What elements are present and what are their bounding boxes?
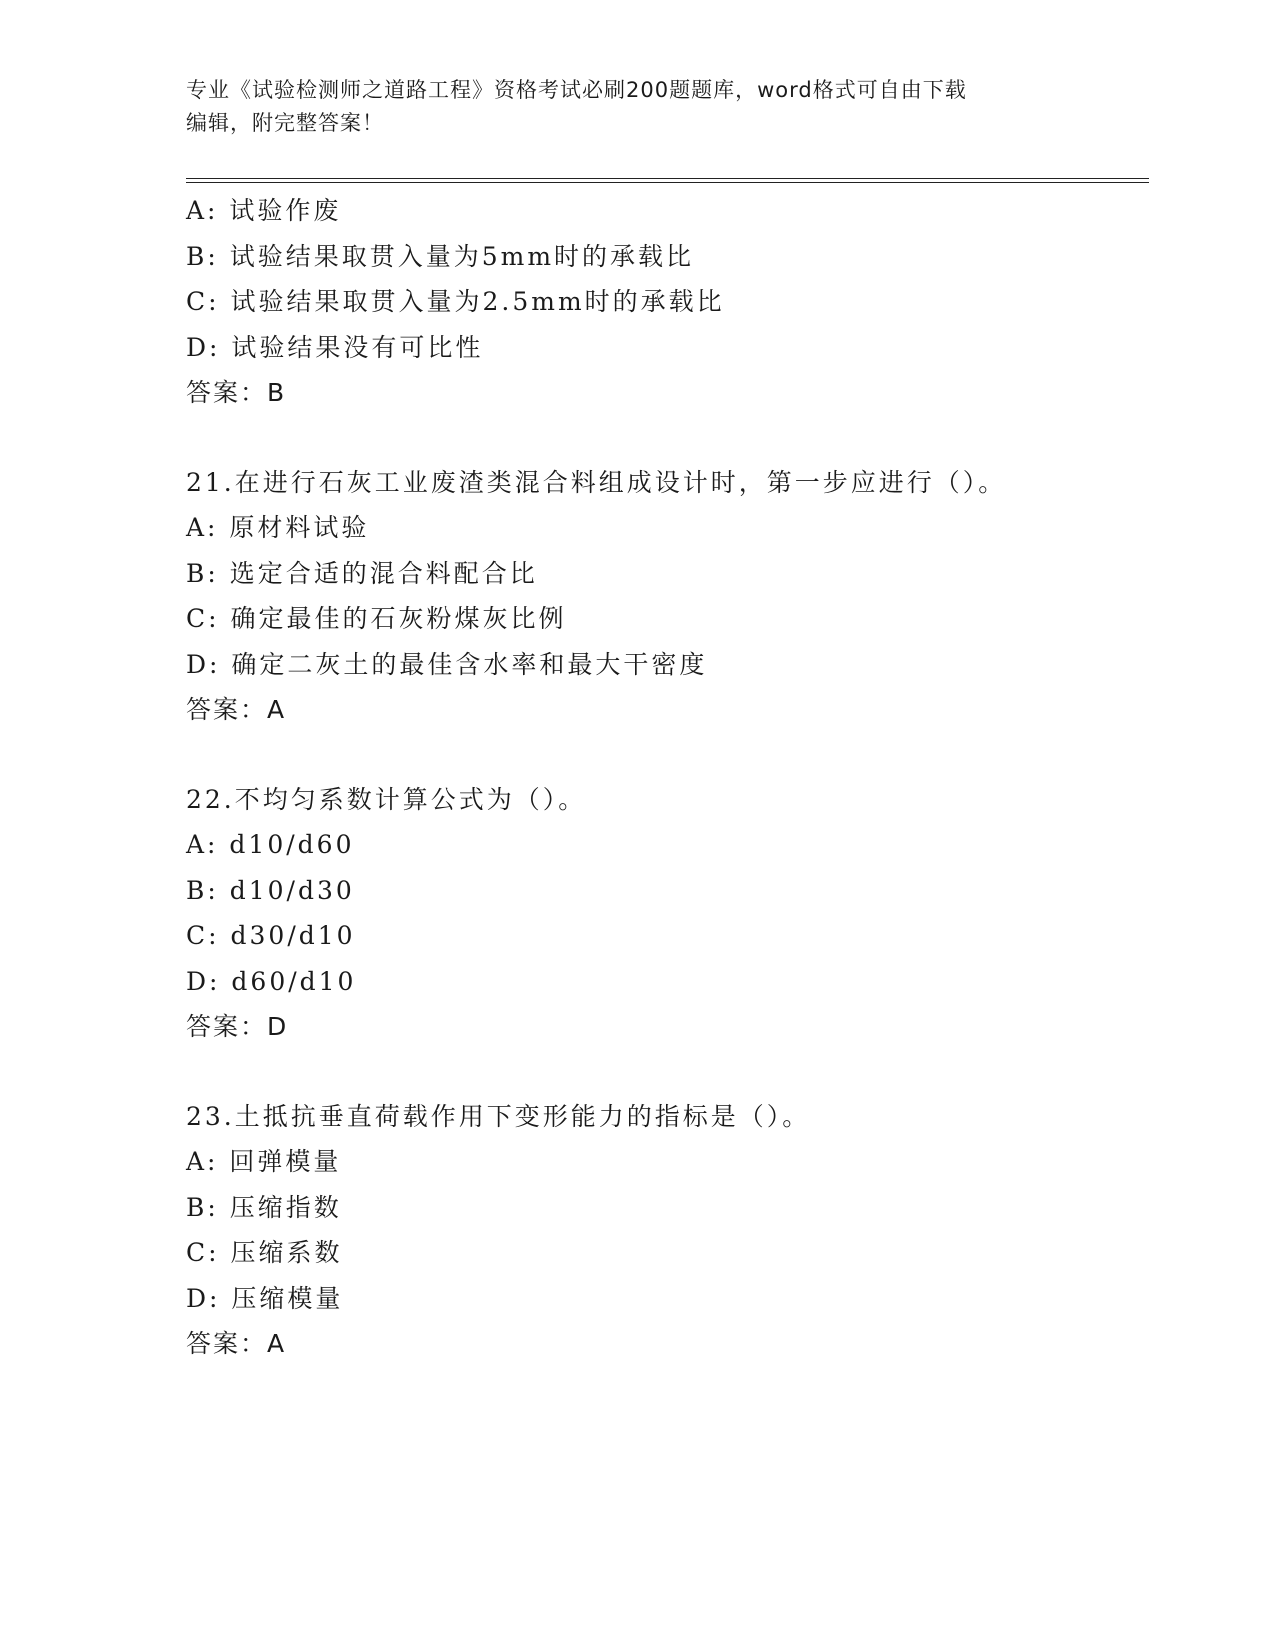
question-text: 23.土抵抗垂直荷载作用下变形能力的指标是（）。 xyxy=(186,1101,811,1131)
option-a: A: d10/d60 xyxy=(186,830,355,859)
question-block-21 xyxy=(186,460,1146,733)
option-b: B: 压缩指数 xyxy=(186,1192,342,1222)
option-d: D: 压缩模量 xyxy=(186,1283,344,1313)
option-d: D: 试验结果没有可比性 xyxy=(186,332,484,362)
option-d: D: 确定二灰土的最佳含水率和最大干密度 xyxy=(186,649,708,679)
option-c: C: 压缩系数 xyxy=(186,1238,343,1267)
header-title-line-2: 编辑，附完整答案！ xyxy=(186,111,384,135)
option-b: B: 选定合适的混合料配合比 xyxy=(186,558,538,588)
answer-line: 答案：A xyxy=(186,1329,287,1358)
header-divider xyxy=(186,178,1149,183)
question-text: 22.不均匀系数计算公式为（）。 xyxy=(186,784,587,814)
answer-line: 答案：B xyxy=(186,378,287,407)
option-d: D: d60/d10 xyxy=(186,966,357,996)
question-block-23 xyxy=(186,1094,1146,1367)
answer-line: 答案：D xyxy=(186,1012,289,1041)
page-header xyxy=(186,74,1086,140)
option-a: A: 原材料试验 xyxy=(186,513,370,542)
option-c: C: 确定最佳的石灰粉煤灰比例 xyxy=(186,604,567,633)
option-b: B: d10/d30 xyxy=(186,875,355,905)
question-block-20 xyxy=(186,188,1146,416)
question-block-22 xyxy=(186,777,1146,1050)
question-text: 21.在进行石灰工业废渣类混合料组成设计时，第一步应进行（）。 xyxy=(186,467,1007,497)
answer-line: 答案：A xyxy=(186,695,287,724)
option-b: B: 试验结果取贯入量为5mm时的承载比 xyxy=(186,241,695,271)
header-title-line-1: 专业《试验检测师之道路工程》资格考试必刷200题题库，word格式可自由下载 xyxy=(186,78,967,102)
option-c: C: 试验结果取贯入量为2.5mm时的承载比 xyxy=(186,287,725,316)
option-a: A: 回弹模量 xyxy=(186,1147,342,1176)
question-list xyxy=(186,188,1146,1367)
option-a: A: 试验作废 xyxy=(186,196,342,225)
option-c: C: d30/d10 xyxy=(186,921,356,950)
